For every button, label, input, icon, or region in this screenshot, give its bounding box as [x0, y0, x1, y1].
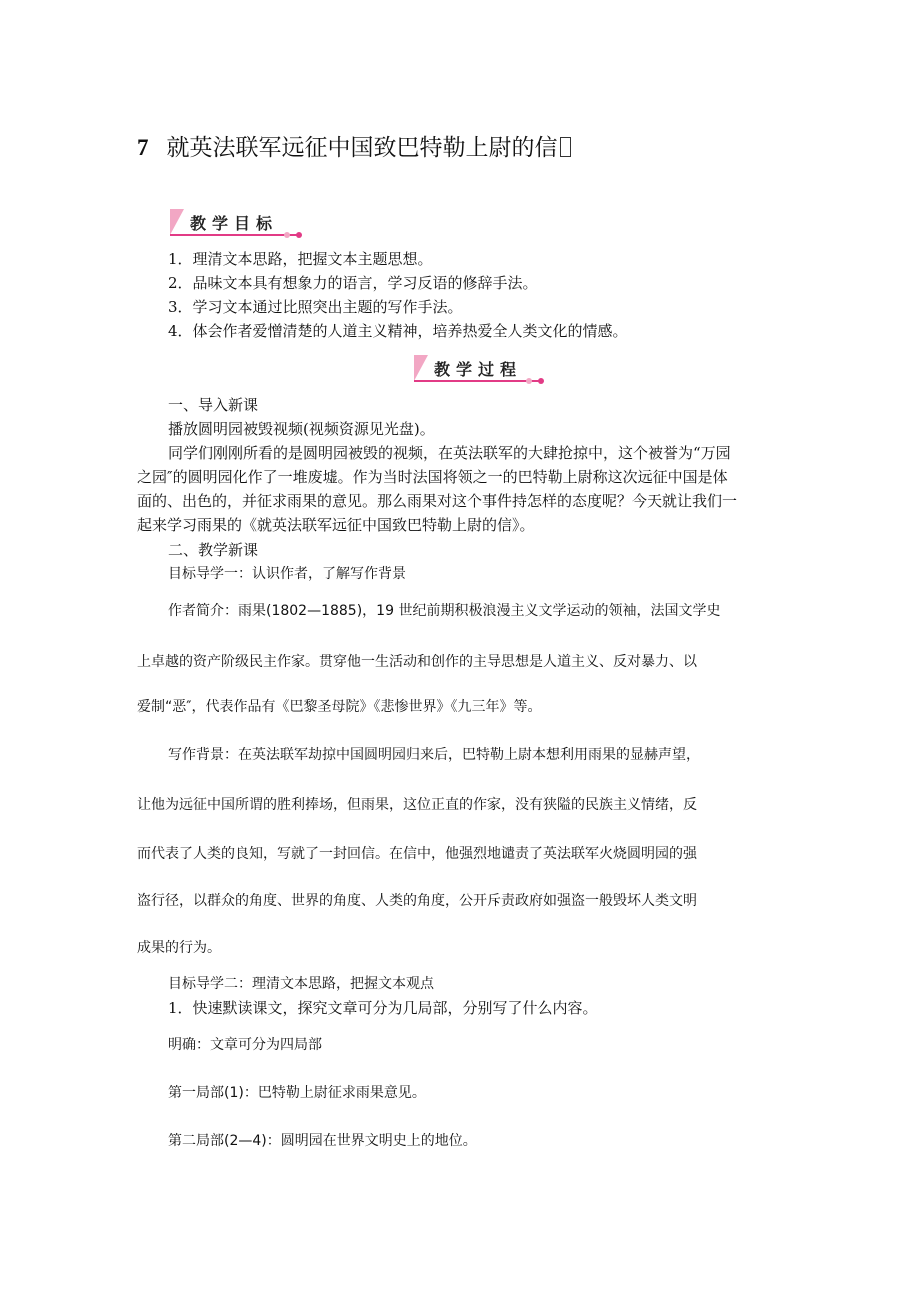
goal-item: 4．体会作者爱憎清楚的人道主义精神，培养热爱全人类文化的情感。: [168, 322, 628, 340]
placeholder-glyph-icon: [560, 137, 571, 157]
goal-item: 1．理清文本思路，把握文本主题思想。: [168, 250, 433, 268]
badge-teaching-goals: [170, 208, 300, 236]
question-line: 1．快速默读课文，探究文章可分为几局部，分别写了什么内容。: [168, 999, 598, 1017]
author-intro-line: 上卓越的资产阶级民主作家。贯穿他一生活动和创作的主导思想是人道主义、反对暴力、以: [137, 654, 697, 670]
page-title: [137, 133, 571, 163]
background-line: 写作背景：在英法联军劫掠中国圆明园归来后，巴特勒上尉本想利用雨果的显赫声望，: [168, 747, 700, 763]
background-line: 让他为远征中国所谓的胜利捧场，但雨果，这位正直的作家，没有狭隘的民族主义情绪，反: [137, 797, 697, 813]
part-line: 第一局部(1)：巴特勒上尉征求雨果意见。: [168, 1085, 426, 1101]
author-intro-line: 作者简介：雨果(1802—1885)，19 世纪前期积极浪漫主义文学运动的领袖，法国文学史: [168, 603, 721, 619]
background-line: 成果的行为。: [137, 940, 221, 956]
paragraph-line: 同学们刚刚所看的是圆明园被毁的视频，在英法联军的大肆抢掠中，这个被誉为“万园: [168, 444, 731, 462]
section-heading: 一、导入新课: [168, 396, 259, 414]
badge-goals-label: 教学目标: [190, 213, 279, 233]
goal-guide-heading: 目标导学二：理清文本思路，把握文本观点: [168, 976, 434, 992]
paragraph-line: 起来学习雨果的《就英法联军远征中国致巴特勒上尉的信》。: [137, 516, 535, 534]
paragraph-line: 之园″的圆明园化作了一堆废墟。作为当时法国将领之一的巴特勒上尉称这次远征中国是体: [137, 468, 728, 486]
lesson-title: 就英法联军远征中国致巴特勒上尉的信: [166, 135, 558, 161]
lesson-number: 7: [137, 135, 149, 160]
badge-process-label: 教学过程: [434, 359, 523, 379]
paragraph-line: 面的、出色的，并征求雨果的意见。那么雨果对这个事件持怎样的态度呢？今天就让我们一: [137, 492, 738, 510]
background-line: 而代表了人类的良知，写就了一封回信。在信中，他强烈地谴责了英法联军火烧圆明园的强: [137, 846, 697, 862]
goal-item: 2．品味文本具有想象力的语言，学习反语的修辞手法。: [168, 274, 538, 292]
paragraph-line: 播放圆明园被毁视频(视频资源见光盘)。: [168, 420, 435, 438]
part-line: 第二局部(2—4)：圆明园在世界文明史上的地位。: [168, 1133, 477, 1149]
background-line: 盗行径，以群众的角度、世界的角度、人类的角度，公开斥责政府如强盗一般毁坏人类文明: [137, 893, 697, 909]
goal-item: 3．学习文本通过比照突出主题的写作手法。: [168, 298, 463, 316]
badge-teaching-process: [414, 354, 542, 382]
goal-guide-heading: 目标导学一：认识作者，了解写作背景: [168, 566, 406, 582]
author-intro-line: 爱制“恶″，代表作品有《巴黎圣母院》《悲惨世界》《九三年》等。: [137, 699, 542, 715]
answer-line: 明确：文章可分为四局部: [168, 1037, 322, 1053]
section-heading: 二、教学新课: [168, 541, 259, 559]
